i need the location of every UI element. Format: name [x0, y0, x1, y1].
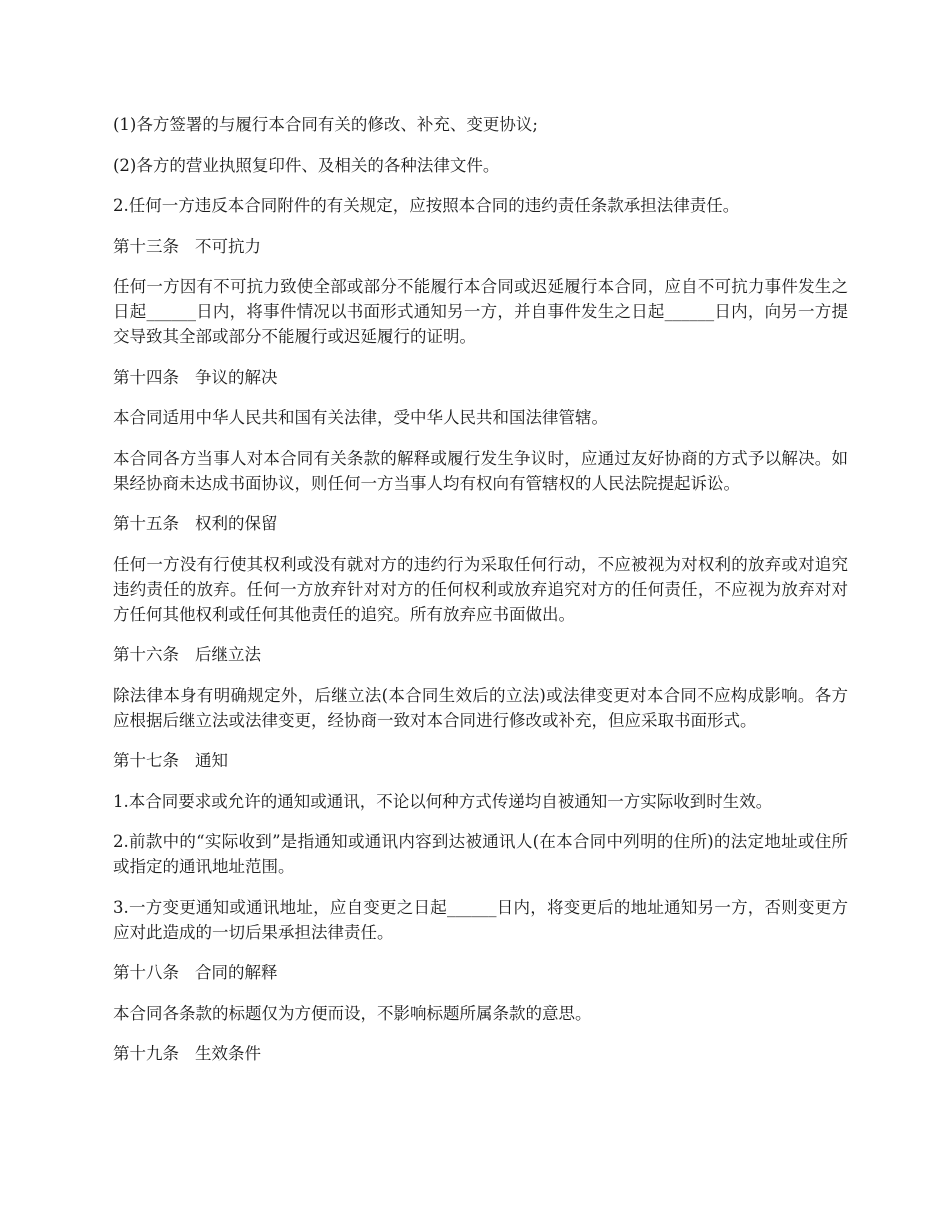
- article-17-number: 第十七条: [113, 751, 179, 770]
- article-18-heading: [113, 960, 848, 985]
- article-14-title: 争议的解决: [195, 367, 278, 387]
- article-18-title: 合同的解释: [195, 963, 278, 982]
- article-17-heading: [113, 748, 848, 773]
- paragraph-reservation-of-rights: 任何一方没有行使其权利或没有就对方的违约行为采取任何行动，不应被视为对权利的放弃或对追究违约责任的放弃。任何一方放弃针对对方的任何权利或放弃追究对方的任何责任，不应视为放弃对对方任何其他权利或任何其他责任的追究。所有放弃应书面做出。: [113, 554, 848, 624]
- paragraph-annex-violation: 2.任何一方违反本合同附件的有关规定，应按照本合同的违约责任条款承担法律责任。: [113, 196, 740, 215]
- article-16-number: 第十六条: [113, 645, 179, 664]
- paragraph-subsequent-legislation: 除法律本身有明确规定外，后继立法(本合同生效后的立法)或法律变更对本合同不应构成影响。各方应根据后继立法或法律变更，经协商一致对本合同进行修改或补充，但应采取书面形式。: [113, 685, 848, 730]
- article-13-heading: [113, 234, 848, 259]
- paragraph-business-license: (2)各方的营业执照复印件、及相关的各种法律文件。: [113, 155, 500, 175]
- article-13-number: 第十三条: [113, 236, 179, 256]
- article-19-number: 第十九条: [113, 1044, 179, 1063]
- paragraph-amendments: (1)各方签署的与履行本合同有关的修改、补充、变更协议;: [113, 115, 538, 134]
- article-18-number: 第十八条: [113, 963, 179, 982]
- article-16-heading: [113, 642, 848, 667]
- article-17-title: 通知: [195, 751, 228, 770]
- article-19-title: 生效条件: [195, 1044, 261, 1063]
- paragraph-governing-law: 本合同适用中华人民共和国有关法律，受中华人民共和国法律管辖。: [113, 408, 608, 427]
- article-14-heading: [113, 365, 848, 390]
- article-15-title: 权利的保留: [195, 514, 278, 533]
- article-19-heading: [113, 1041, 848, 1066]
- paragraph-actual-receipt: 2.前款中的“实际收到”是指通知或通讯内容到达被通讯人(在本合同中列明的住所)的法定地址或住所或指定的通讯地址范围。: [113, 832, 848, 876]
- article-15-heading: [113, 511, 848, 536]
- paragraph-dispute-resolution: 本合同各方当事人对本合同有关条款的解释或履行发生争议时，应通过友好协商的方式予以解决。如果经协商未达成书面协议，则任何一方当事人均有权向有管辖权的人民法院提起诉讼。: [113, 448, 848, 493]
- article-14-number: 第十四条: [113, 367, 179, 387]
- article-15-number: 第十五条: [113, 514, 179, 533]
- paragraph-force-majeure: 任何一方因有不可抗力致使全部或部分不能履行本合同或迟延履行本合同，应自不可抗力事件发生之日起______日内，将事件情况以书面形式通知另一方，并自事件发生之日起______日内，向另一方提交导致其全部或部分不能履行或迟延履行的证明。: [113, 277, 849, 346]
- article-16-title: 后继立法: [195, 645, 261, 664]
- paragraph-headings-convenience: 本合同各条款的标题仅为方便而设，不影响标题所属条款的意思。: [113, 1003, 592, 1023]
- paragraph-notice-effective: 1.本合同要求或允许的通知或通讯，不论以何种方式传递均自被通知一方实际收到时生效。: [113, 791, 773, 811]
- article-13-title: 不可抗力: [195, 236, 261, 256]
- document-body: [113, 112, 848, 1082]
- paragraph-address-change: 3.一方变更通知或通讯地址，应自变更之日起______日内，将变更后的地址通知另一方，否则变更方应对此造成的一切后果承担法律责任。: [113, 897, 848, 942]
